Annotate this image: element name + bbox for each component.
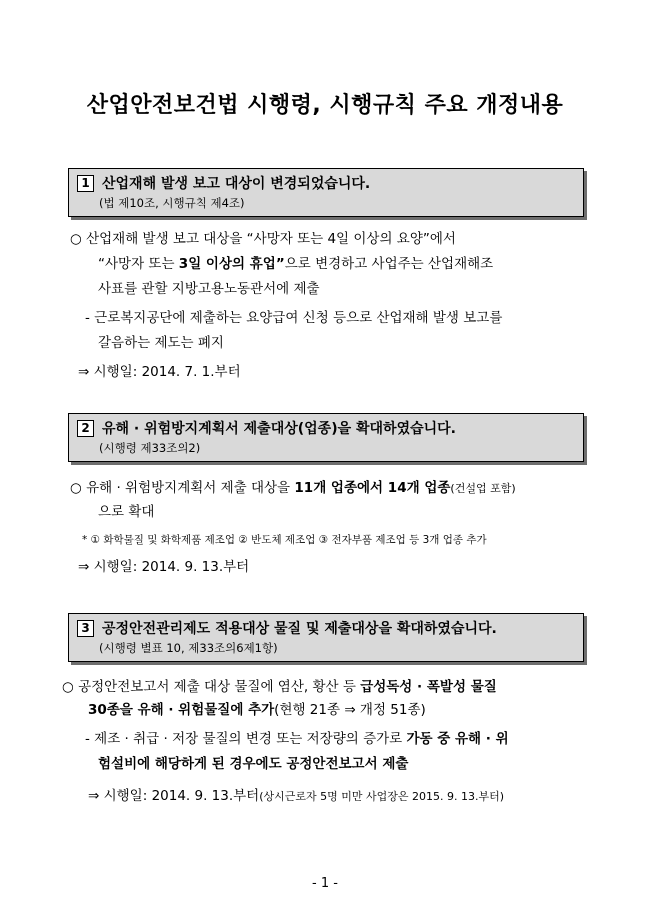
page-title: 산업안전보건법 시행령, 시행규칙 주요 개정내용 [86,93,564,118]
bullet-line: ○ 유해 · 위험방지계획서 제출 대상을 11개 업종에서 14개 업종(건설업 포함) [70,480,516,496]
effective-date: ⇒ 시행일: 2014. 7. 1.부터 [78,364,241,380]
dash-line: - 근로복지공단에 제출하는 요양급여 신청 등으로 산업재해 발생 보고를 [85,310,503,326]
section-number-box: 2 [77,420,94,437]
dash-line: 갈음하는 제도는 폐지 [98,335,224,351]
section-1-header [68,168,584,217]
bullet-line: 으로 확대 [98,504,155,520]
section-number-box: 1 [77,175,94,192]
bullet-line: 30종을 유해 · 위험물질에 추가(현행 21종 ⇒ 개정 51종) [88,702,426,718]
section-3-header [68,613,584,662]
bullet-line: 사표를 관할 지방고용노동관서에 제출 [98,281,320,297]
section-number-box: 3 [77,620,94,637]
section-heading: 공정안전관리제도 적용대상 물질 및 제출대상을 확대하였습니다. [102,621,497,637]
dash-line: - 제조 · 취급 · 저장 물질의 변경 또는 저장량의 증가로 가동 중 유해 · 위 [85,731,509,747]
section-heading: 유해 · 위험방지계획서 제출대상(업종)을 확대하였습니다. [102,421,456,437]
bullet-line: “사망자 또는 3일 이상의 휴업”으로 변경하고 사업주는 산업재해조 [98,256,494,272]
section-heading: 산업재해 발생 보고 대상이 변경되었습니다. [102,176,371,192]
section-2-header [68,413,584,462]
effective-date: ⇒ 시행일: 2014. 9. 13.부터(상시근로자 5명 미만 사업장은 2015. 9. 13.부터) [88,788,505,804]
dash-line: 험설비에 해당하게 된 경우에도 공정안전보고서 제출 [98,756,409,772]
footnote: * ① 화학물질 및 화학제품 제조업 ② 반도체 제조업 ③ 전자부품 제조업 등 3개 업종 추가 [82,534,487,546]
effective-date: ⇒ 시행일: 2014. 9. 13.부터 [78,559,250,575]
bullet-line: ○ 산업재해 발생 보고 대상을 “사망자 또는 4일 이상의 요양”에서 [70,231,456,247]
bullet-line: ○ 공정안전보고서 제출 대상 물질에 염산, 황산 등 급성독성 · 폭발성 물질 [62,679,497,695]
section-reference: (법 제10조, 시행규칙 제4조) [99,196,245,210]
page-number: - 1 - [312,876,338,891]
section-reference: (시행령 제33조의2) [99,441,201,455]
section-reference: (시행령 별표 10, 제33조의6제1항) [99,641,278,655]
